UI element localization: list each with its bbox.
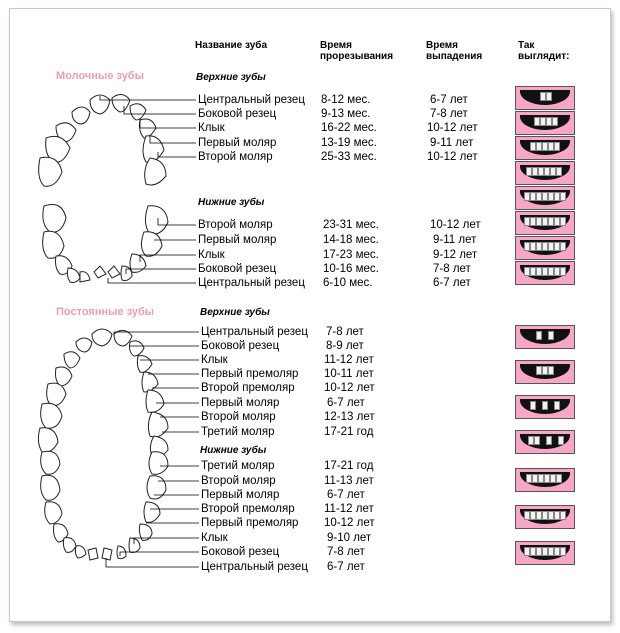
eruption-time: 16-22 мес. — [321, 122, 377, 134]
smile-photo-perm-3 — [515, 395, 575, 419]
smile-photo-milk-7 — [515, 236, 575, 260]
smile-photo-milk-2 — [515, 111, 575, 135]
milk-lower-title: Нижние зубы — [198, 197, 265, 208]
smile-photo-milk-4 — [515, 161, 575, 185]
tooth-name: Боковой резец — [198, 263, 277, 275]
tooth-name: Второй премоляр — [201, 382, 295, 394]
tooth-name: Клык — [198, 249, 225, 261]
tooth-name: Первый моляр — [201, 397, 280, 409]
tooth-name: Второй моляр — [198, 151, 273, 163]
permanent-lower-title: Нижние зубы — [200, 445, 267, 456]
eruption-time: 10-16 мес. — [323, 263, 379, 275]
smile-photo-milk-6 — [515, 211, 575, 235]
loss-time: 10-12 лет — [427, 122, 478, 134]
permanent-lower-jaw-diagram — [41, 451, 168, 560]
tooth-name: Второй премоляр — [201, 503, 295, 515]
eruption-time: 12-13 лет — [324, 411, 375, 423]
tooth-name: Первый моляр — [198, 234, 277, 246]
header-eruption-time: Время прорезывания — [320, 40, 394, 62]
smile-photo-perm-4 — [515, 430, 575, 454]
eruption-time: 9-13 мес. — [321, 108, 371, 120]
tooth-name: Клык — [198, 122, 225, 134]
eruption-time: 6-7 лет — [327, 489, 365, 501]
header-looks-like: Так выглядит: — [518, 40, 570, 62]
tooth-name: Боковой резец — [201, 546, 280, 558]
tooth-name: Боковой резец — [201, 340, 280, 352]
eruption-time: 25-33 мес. — [321, 151, 377, 163]
eruption-time: 6-7 лет — [327, 561, 365, 573]
eruption-time: 17-21 год — [324, 426, 374, 438]
loss-time: 10-12 лет — [427, 151, 478, 163]
eruption-time: 17-23 мес. — [323, 249, 379, 261]
tooth-name: Первый премоляр — [201, 368, 299, 380]
smile-photo-perm-1 — [515, 325, 575, 349]
eruption-time: 17-21 год — [324, 460, 374, 472]
smile-photo-milk-1 — [515, 86, 575, 110]
tooth-name: Боковой резец — [198, 108, 277, 120]
permanent-upper-title: Верхние зубы — [200, 307, 270, 318]
loss-time: 9-11 лет — [433, 234, 477, 246]
tooth-name: Первый моляр — [201, 489, 280, 501]
tooth-name: Центральный резец — [198, 277, 305, 289]
header-tooth-name: Название зуба — [195, 40, 268, 51]
tooth-name: Второй моляр — [201, 411, 276, 423]
tooth-name: Центральный резец — [201, 561, 308, 573]
eruption-time: 6-10 мес. — [323, 277, 373, 289]
smile-photo-milk-8 — [515, 261, 575, 285]
loss-time: 7-8 лет — [430, 108, 468, 120]
eruption-time: 8-9 лет — [326, 340, 364, 352]
loss-time: 7-8 лет — [433, 263, 471, 275]
eruption-time: 7-8 лет — [327, 546, 365, 558]
tooth-name: Центральный резец — [201, 326, 308, 338]
loss-time: 10-12 лет — [430, 219, 481, 231]
smile-photo-milk-5 — [515, 186, 575, 210]
tooth-name: Первый моляр — [198, 137, 277, 149]
loss-time: 6-7 лет — [433, 277, 471, 289]
eruption-time: 6-7 лет — [327, 397, 365, 409]
smile-photo-perm-6 — [515, 505, 575, 529]
smile-photo-milk-3 — [515, 136, 575, 160]
loss-time: 6-7 лет — [430, 94, 468, 106]
tooth-name: Второй моляр — [201, 475, 276, 487]
smile-photo-perm-5 — [515, 468, 575, 492]
loss-time: 9-12 лет — [433, 249, 478, 261]
eruption-time: 11-12 лет — [324, 354, 374, 366]
tooth-name: Третий моляр — [201, 460, 275, 472]
eruption-time: 8-12 мес. — [321, 94, 371, 106]
eruption-time: 23-31 мес. — [323, 219, 379, 231]
smile-photo-perm-2 — [515, 360, 575, 384]
eruption-time: 10-11 лет — [324, 368, 374, 380]
milk-teeth-title: Молочные зубы — [56, 70, 144, 82]
loss-time: 9-11 лет — [430, 137, 474, 149]
eruption-time: 11-12 лет — [324, 503, 374, 515]
tooth-name: Центральный резец — [198, 94, 305, 106]
eruption-time: 13-19 мес. — [321, 137, 377, 149]
tooth-name: Второй моляр — [198, 219, 273, 231]
tooth-name: Клык — [201, 354, 228, 366]
permanent-upper-jaw-diagram — [38, 329, 168, 457]
eruption-time: 14-18 мес. — [323, 234, 379, 246]
milk-upper-jaw-diagram — [39, 94, 166, 186]
eruption-time: 7-8 лет — [326, 326, 364, 338]
smile-photo-perm-7 — [515, 541, 575, 565]
eruption-time: 10-12 лет — [324, 382, 375, 394]
eruption-time: 11-13 лет — [324, 475, 374, 487]
milk-upper-title: Верхние зубы — [196, 72, 266, 83]
eruption-time: 10-12 лет — [324, 517, 375, 529]
header-loss-time: Время выпадения — [426, 40, 483, 62]
permanent-teeth-title: Постоянные зубы — [56, 306, 155, 318]
tooth-name: Клык — [201, 532, 228, 544]
eruption-time: 9-10 лет — [327, 532, 372, 544]
tooth-name: Первый премоляр — [201, 517, 299, 529]
tooth-name: Третий моляр — [201, 426, 275, 438]
milk-lower-jaw-diagram — [43, 205, 168, 283]
